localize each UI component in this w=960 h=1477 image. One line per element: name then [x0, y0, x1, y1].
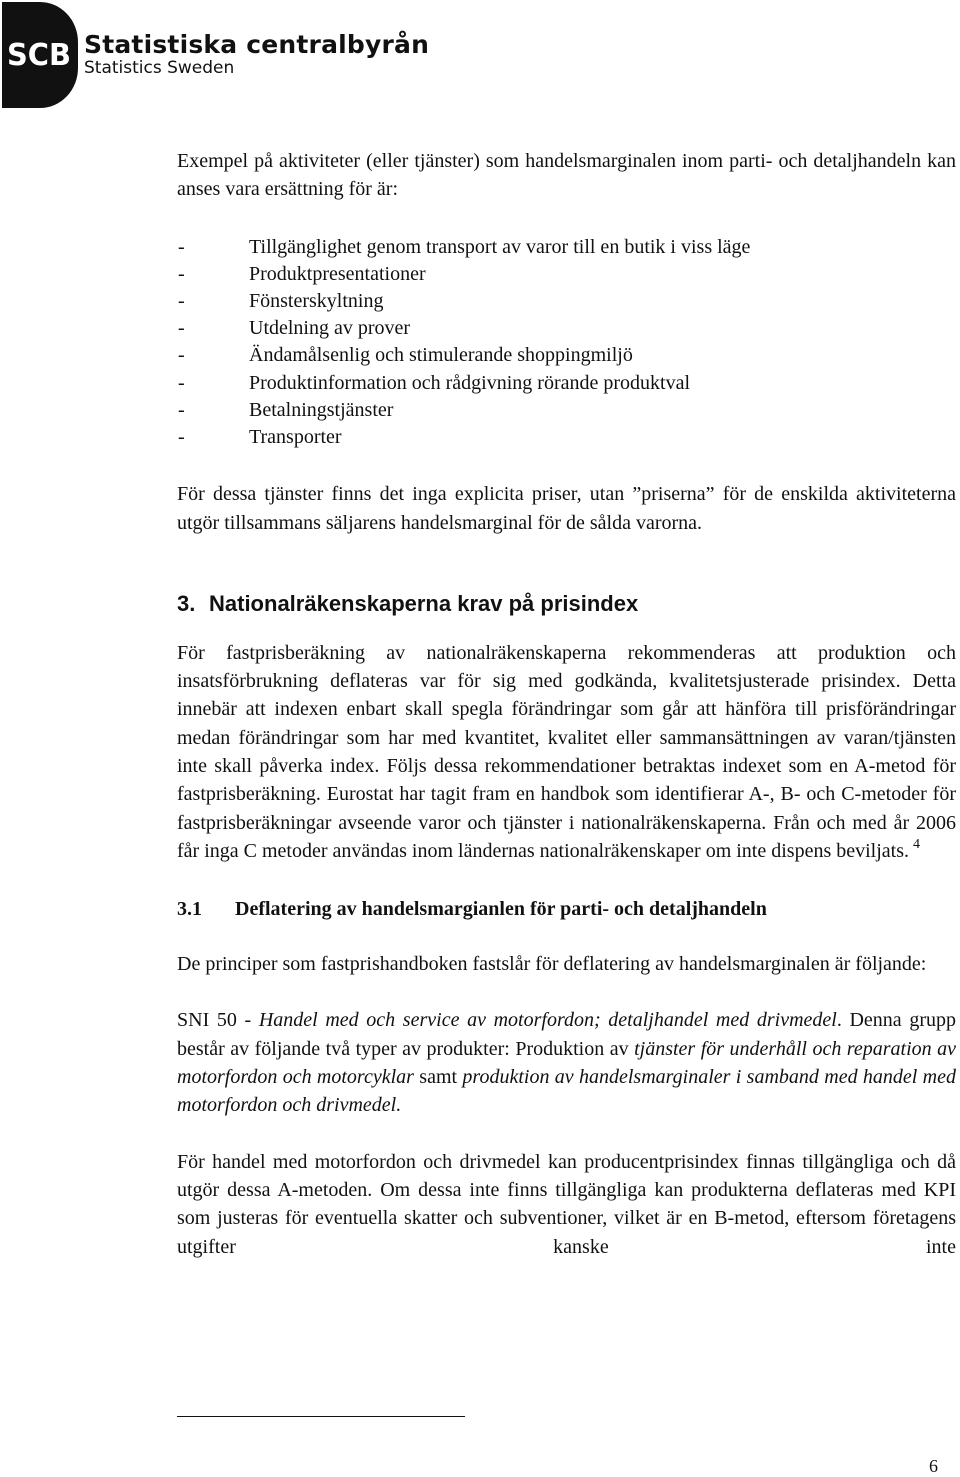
page-header [0, 0, 960, 110]
section-3-text: För fastprisberäkning av nationalräkenskaperna rekommenderas att produktion och insatsförbrukning deflateras var för sig med godkända, kvalitetsjusterade prisindex. Detta innebär att indexen enbart skall spegla förändringar som går att hänföra till prisförändringar medan förändringar som har med kvantitet, kvalitet eller sammansättningen av varan/tjänsten inte skall påverka index. Följs dessa rekommendationer betraktas indexet som en A-metod för fastprisberäkning. Eurostat har tagit fram en handbok som identifierar A-, B- och C-metoder för fastprisberäkningar avseende varor och tjänster i nationalräkenskaperna. Från och med år 2006 får inga C metoder användas inom ländernas nationalräkenskaper om inte dispens beviljats. [177, 641, 956, 862]
list-item-text: Produktinformation och rådgivning rörande produktval [249, 371, 691, 394]
scb-logo-icon [2, 2, 78, 108]
section-number: 3. [177, 590, 196, 616]
page-number: 6 [929, 1456, 938, 1476]
list-item [177, 342, 956, 369]
list-bullet: - [178, 344, 185, 367]
list-item [177, 234, 956, 261]
sni-end-punct: . [836, 1009, 842, 1032]
list-item-text: Transporter [249, 426, 342, 449]
list-item [177, 397, 956, 424]
list-bullet: - [178, 235, 185, 258]
list-item [177, 370, 956, 397]
sni-italic-2: produktion av handelsmarginaler i samband med handel med motorfordon och drivmedel. [177, 1066, 956, 1117]
section-3-heading [177, 589, 956, 619]
last-paragraph: För handel med motorfordon och drivmedel kan producentprisindex finnas tillgängliga och då utgör dessa A-metoden. Om dessa inte finns tillgängliga kan produkterna deflateras med KPI som justeras för eventuella skatter och subventioner, vilket är en B-metod, eftersom företagens utgifter kanske inte [177, 1150, 956, 1258]
list-item-text: Betalningstjänster [249, 398, 394, 421]
list-bullet: - [178, 262, 185, 285]
footnote-separator [177, 1416, 465, 1417]
footnote-reference: 4 [913, 836, 921, 852]
sni-italic-1: tjänster för underhåll och reparation av motorfordon och motorcyklar [177, 1037, 956, 1089]
list-bullet: - [178, 398, 185, 421]
list-item [177, 315, 956, 342]
list-item-text: Ändamålsenlig och stimulerande shoppingmiljö [249, 344, 633, 367]
list-bullet: - [178, 426, 185, 449]
activity-list [177, 234, 956, 452]
section-title: Nationalräkenskaperna krav på prisindex [209, 590, 639, 616]
org-name: Statistiska centralbyrån [84, 30, 430, 59]
document-body [177, 145, 956, 1261]
list-item-text: Utdelning av prover [249, 317, 411, 340]
list-item [177, 288, 956, 315]
sni-text-1: Denna grupp består av följande två typer av produkter: Produktion av [177, 1009, 956, 1060]
list-bullet: - [178, 290, 185, 312]
list-item-text: Produktpresentationer [249, 262, 426, 285]
sni-name: Handel med och service av motorfordon; detaljhandel med drivmedel [258, 1009, 837, 1032]
subsection-number: 3.1 [177, 898, 202, 921]
org-name-english: Statistics Sweden [84, 58, 235, 78]
list-item-text: Tillgänglighet genom transport av varor till en butik i viss läge [249, 235, 751, 258]
subsection-title: Deflatering av handelsmargianlen för parti- och detaljhandeln [235, 898, 767, 921]
list-bullet: - [178, 317, 185, 340]
section-3-1-intro: De principer som fastprishandboken fastslår för deflatering av handelsmarginalen är följande: [177, 953, 927, 976]
after-list-paragraph: För dessa tjänster finns det inga explicita priser, utan ”priserna” för de enskilda aktiviteterna utgör tillsammans säljarens handelsmarginal för de sålda varorna. [177, 483, 956, 534]
sni-text-2: samt [413, 1066, 463, 1089]
section-3-body [177, 639, 956, 868]
list-item [177, 424, 956, 451]
list-item [177, 261, 956, 288]
list-bullet: - [178, 371, 185, 394]
sni-code: SNI 50 - [177, 1009, 259, 1032]
intro-paragraph: Exempel på aktiviteter (eller tjänster) som handelsmarginalen inom parti- och detaljhandeln kan anses vara ersättning för är: [177, 150, 956, 201]
list-item-text: Fönsterskyltning [249, 290, 384, 312]
section-3-1-heading [177, 894, 956, 924]
sni-paragraph [177, 1006, 956, 1119]
scb-logo-text: SCB [7, 38, 71, 73]
